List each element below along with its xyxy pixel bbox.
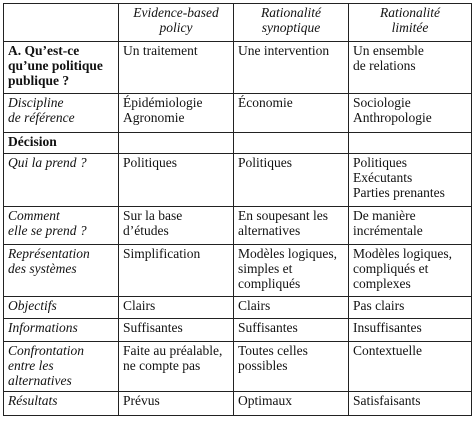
table-cell: Modèles logiques, compliqués et complexes (349, 245, 472, 297)
row-label: Qui la prend ? (4, 154, 119, 207)
header-evidence-based-policy: Evidence-based policy (119, 4, 234, 42)
table-cell: Insuffisantes (349, 319, 472, 342)
table-header-row (4, 4, 472, 42)
table-cell: Sociologie Anthropologie (349, 94, 472, 133)
table-cell: Faite au préalable, ne compte pas (119, 342, 234, 392)
table-row (4, 133, 472, 154)
comparison-table (3, 3, 472, 416)
table-cell: En soupesant les alternatives (234, 207, 349, 245)
table-cell: Un traitement (119, 42, 234, 94)
table-cell: De manière incrémentale (349, 207, 472, 245)
table-cell: Modèles logiques, simples et compliqués (234, 245, 349, 297)
table-row (4, 342, 472, 392)
row-label: Résultats (4, 392, 119, 416)
table-cell: Optimaux (234, 392, 349, 416)
row-label: Décision (4, 133, 119, 154)
table-cell: Politiques (119, 154, 234, 207)
table-cell: Clairs (119, 297, 234, 319)
table-cell: Clairs (234, 297, 349, 319)
table-cell: Une intervention (234, 42, 349, 94)
row-label: Informations (4, 319, 119, 342)
table-cell: Suffisantes (234, 319, 349, 342)
header-rationalite-synoptique: Rationalité synoptique (234, 4, 349, 42)
table-cell: Satisfaisants (349, 392, 472, 416)
header-rationalite-limitee: Rationalité limitée (349, 4, 472, 42)
table-cell: Politiques Exécutants Parties prenantes (349, 154, 472, 207)
row-label: A. Qu’est-ce qu’une politique publique ? (4, 42, 119, 94)
table-cell: Économie (234, 94, 349, 133)
table-row (4, 94, 472, 133)
table-cell: Toutes celles possibles (234, 342, 349, 392)
row-label: Représentation des systèmes (4, 245, 119, 297)
table-row (4, 207, 472, 245)
header-corner (4, 4, 119, 42)
row-label: Objectifs (4, 297, 119, 319)
table-cell: Simplification (119, 245, 234, 297)
table-cell: Pas clairs (349, 297, 472, 319)
row-label: Comment elle se prend ? (4, 207, 119, 245)
table-cell: Suffisantes (119, 319, 234, 342)
table-cell: Épidémiologie Agronomie (119, 94, 234, 133)
table-row (4, 42, 472, 94)
table-row (4, 319, 472, 342)
table-cell (349, 133, 472, 154)
table-cell: Sur la base d’études (119, 207, 234, 245)
table-row (4, 297, 472, 319)
table-cell (119, 133, 234, 154)
table-cell: Politiques (234, 154, 349, 207)
table-cell: Prévus (119, 392, 234, 416)
table-row (4, 392, 472, 416)
table-cell: Contextuelle (349, 342, 472, 392)
table-cell (234, 133, 349, 154)
row-label: Discipline de référence (4, 94, 119, 133)
table-row (4, 154, 472, 207)
table-row (4, 245, 472, 297)
table-cell: Un ensemble de relations (349, 42, 472, 94)
row-label: Confrontation entre les alternatives (4, 342, 119, 392)
